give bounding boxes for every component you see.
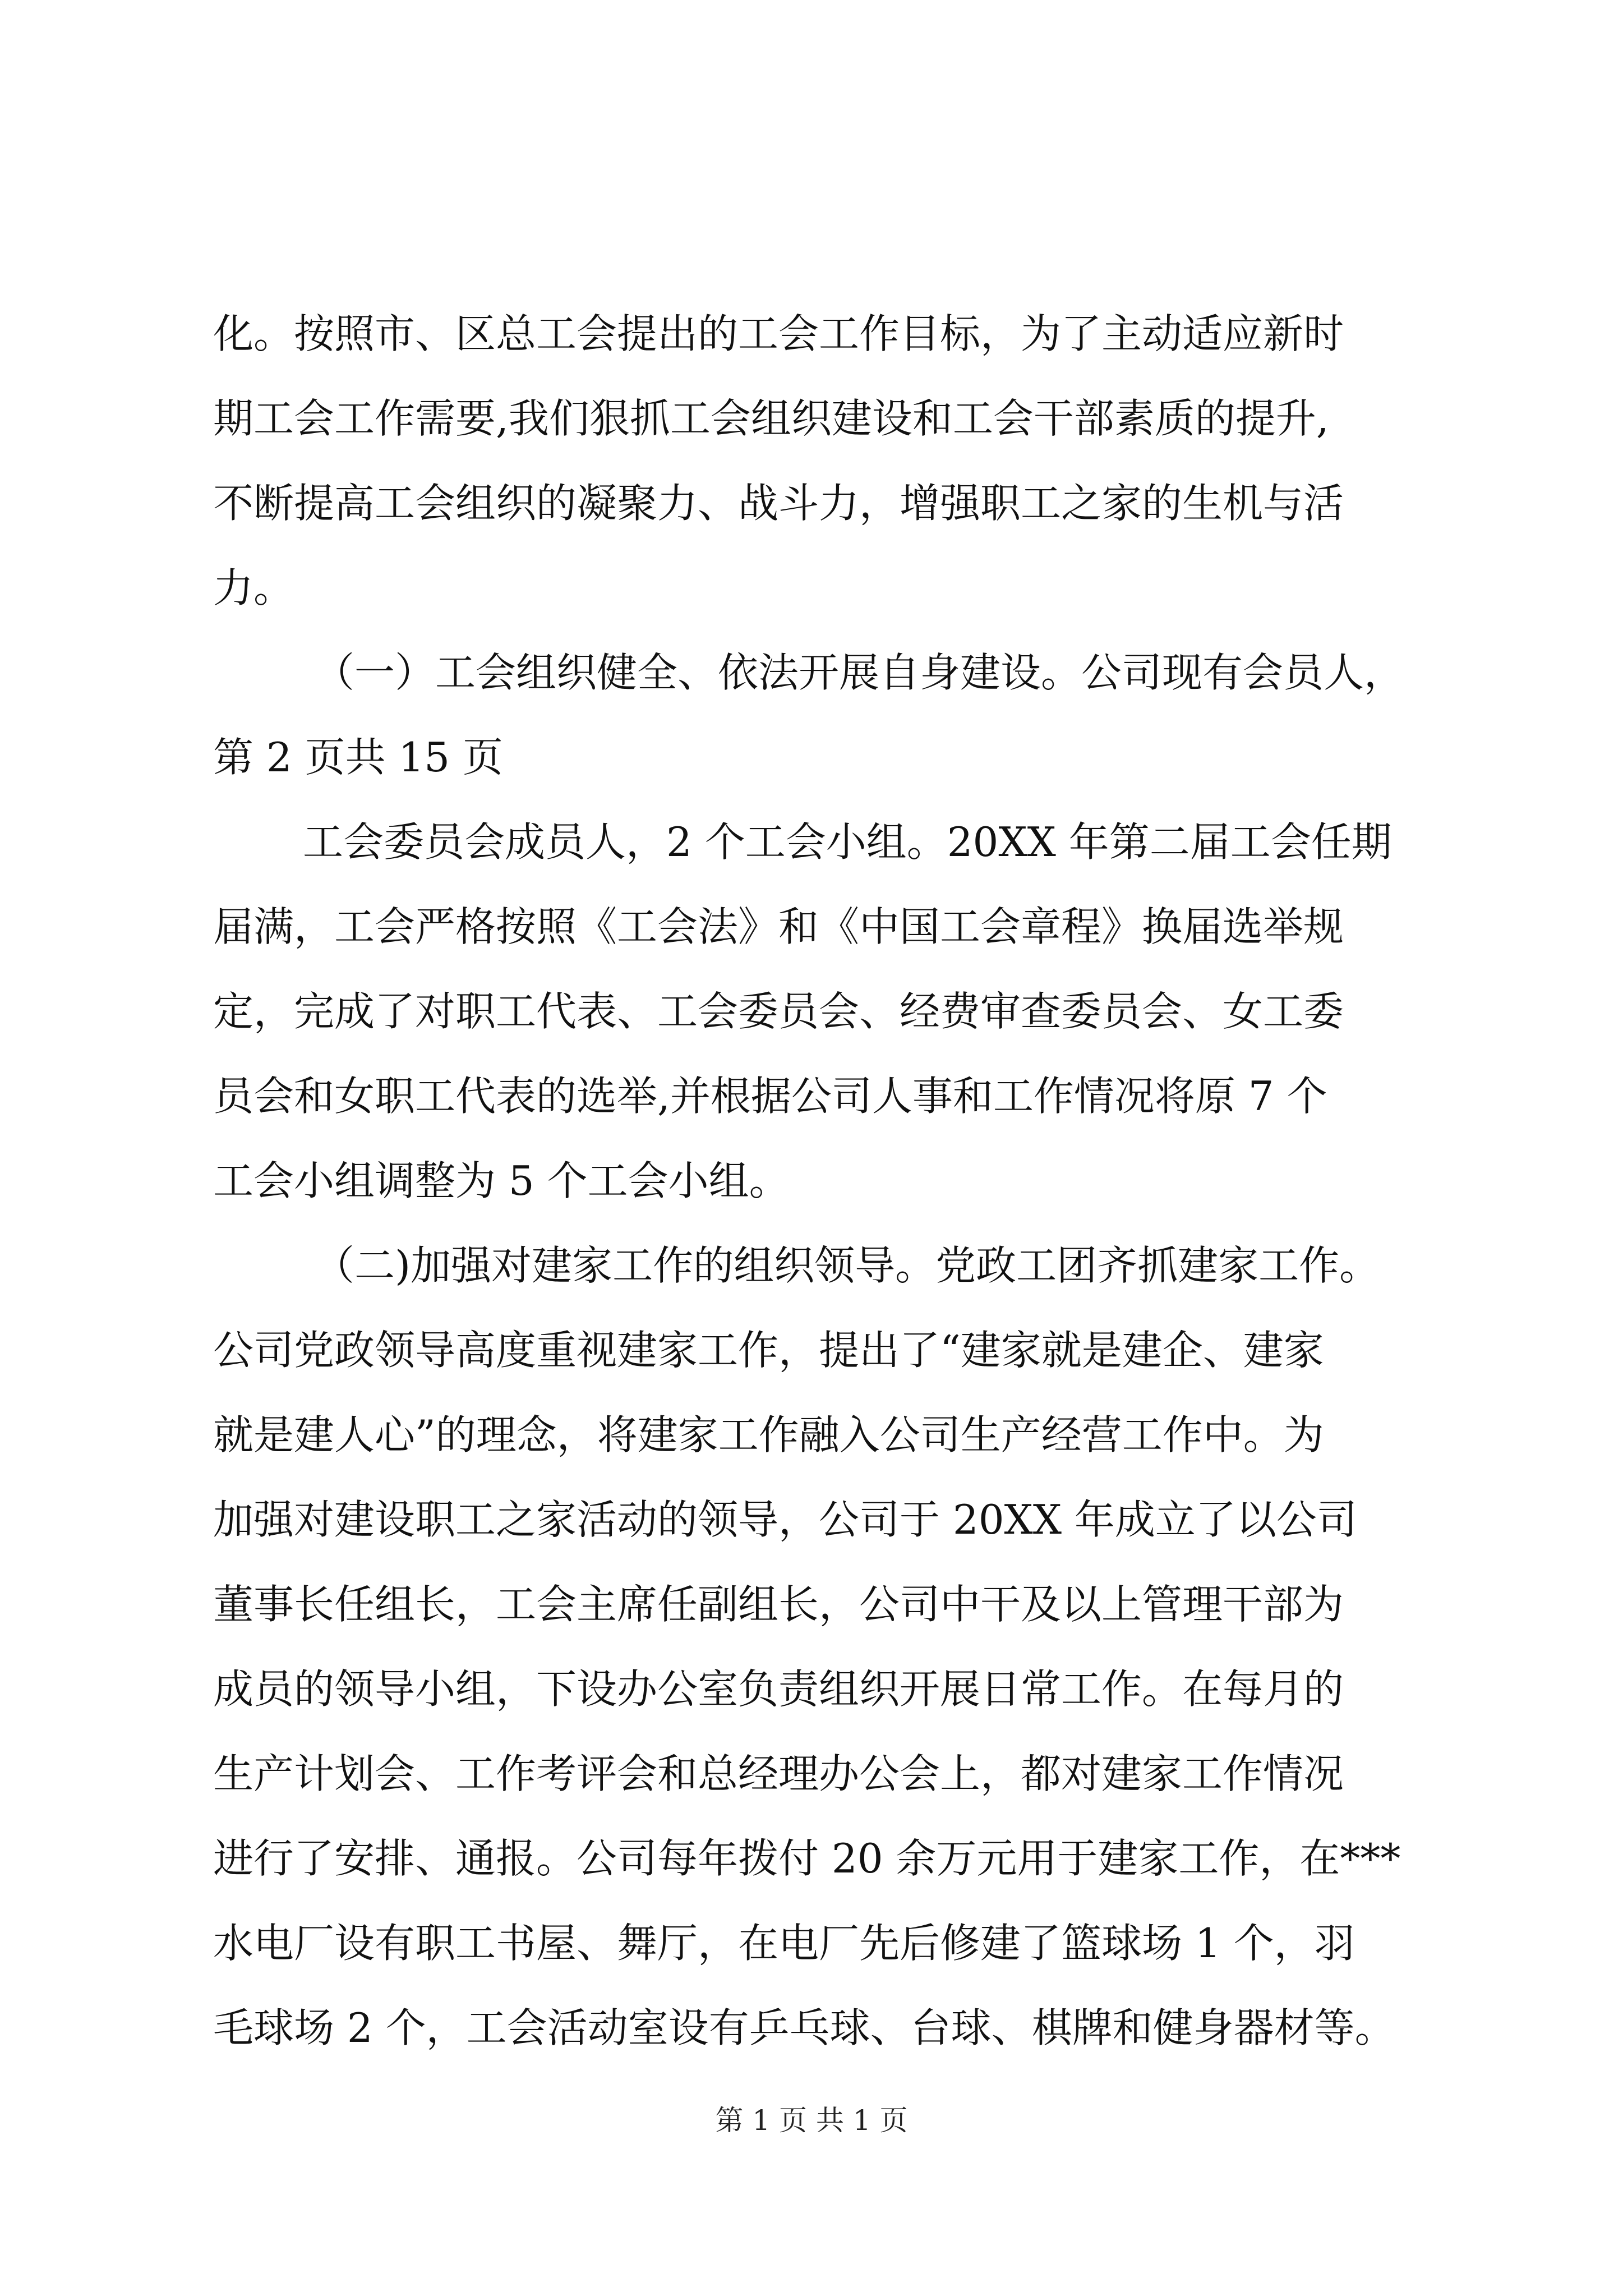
paragraph-heading-line: （一）工会组织健全、依法开展自身建设。公司现有会员人， <box>314 649 1405 696</box>
page-marker-line: 第 2 页共 15 页 <box>213 734 503 781</box>
text-line: 董事长任组长，工会主席任副组长，公司中干及以上管理干部为 <box>213 1581 1344 1628</box>
text-line: 届满，工会严格按照《工会法》和《中国工会章程》换届选举规 <box>213 903 1344 950</box>
page-footer: 第 1 页 共 1 页 <box>715 2104 908 2137</box>
text-line: 化。按照市、区总工会提出的工会工作目标，为了主动适应新时 <box>213 310 1344 357</box>
text-line: 加强对建设职工之家活动的领导，公司于 20XX 年成立了以公司 <box>213 1496 1357 1543</box>
text-line: 不断提高工会组织的凝聚力、战斗力，增强职工之家的生机与活 <box>213 480 1344 527</box>
text-line: 就是建人心”的理念，将建家工作融入公司生产经营工作中。为 <box>213 1411 1324 1458</box>
text-line: 毛球场 2 个，工会活动室设有乒乓球、台球、棋牌和健身器材等。 <box>213 2004 1395 2051</box>
text-line: 生产计划会、工作考评会和总经理办公会上，都对建家工作情况 <box>213 1750 1344 1797</box>
text-line: 期工会工作需要,我们狠抓工会组织建设和工会干部素质的提升, <box>213 395 1329 442</box>
text-line: 工会小组调整为 5 个工会小组。 <box>213 1157 790 1204</box>
document-body <box>213 292 1424 2070</box>
text-line: 定，完成了对职工代表、工会委员会、经费审查委员会、女工委 <box>213 988 1344 1035</box>
text-line: 力。 <box>213 564 294 611</box>
text-line: 进行了安排、通报。公司每年拨付 20 余万元用于建家工作，在*** <box>213 1835 1401 1882</box>
text-line: 成员的领导小组，下设办公室负责组织开展日常工作。在每月的 <box>213 1665 1344 1713</box>
text-line: 水电厂设有职工书屋、舞厅，在电厂先后修建了篮球场 1 个，羽 <box>213 1920 1355 1967</box>
paragraph-heading-line: （二)加强对建家工作的组织领导。党政工团齐抓建家工作。 <box>314 1242 1380 1289</box>
text-line: 员会和女职工代表的选举,并根据公司人事和工作情况将原 7 个 <box>213 1073 1327 1120</box>
text-line: 公司党政领导高度重视建家工作，提出了“建家就是建企、建家 <box>213 1327 1324 1374</box>
text-line: 工会委员会成员人，2 个工会小组。20XX 年第二届工会任期 <box>303 818 1392 866</box>
